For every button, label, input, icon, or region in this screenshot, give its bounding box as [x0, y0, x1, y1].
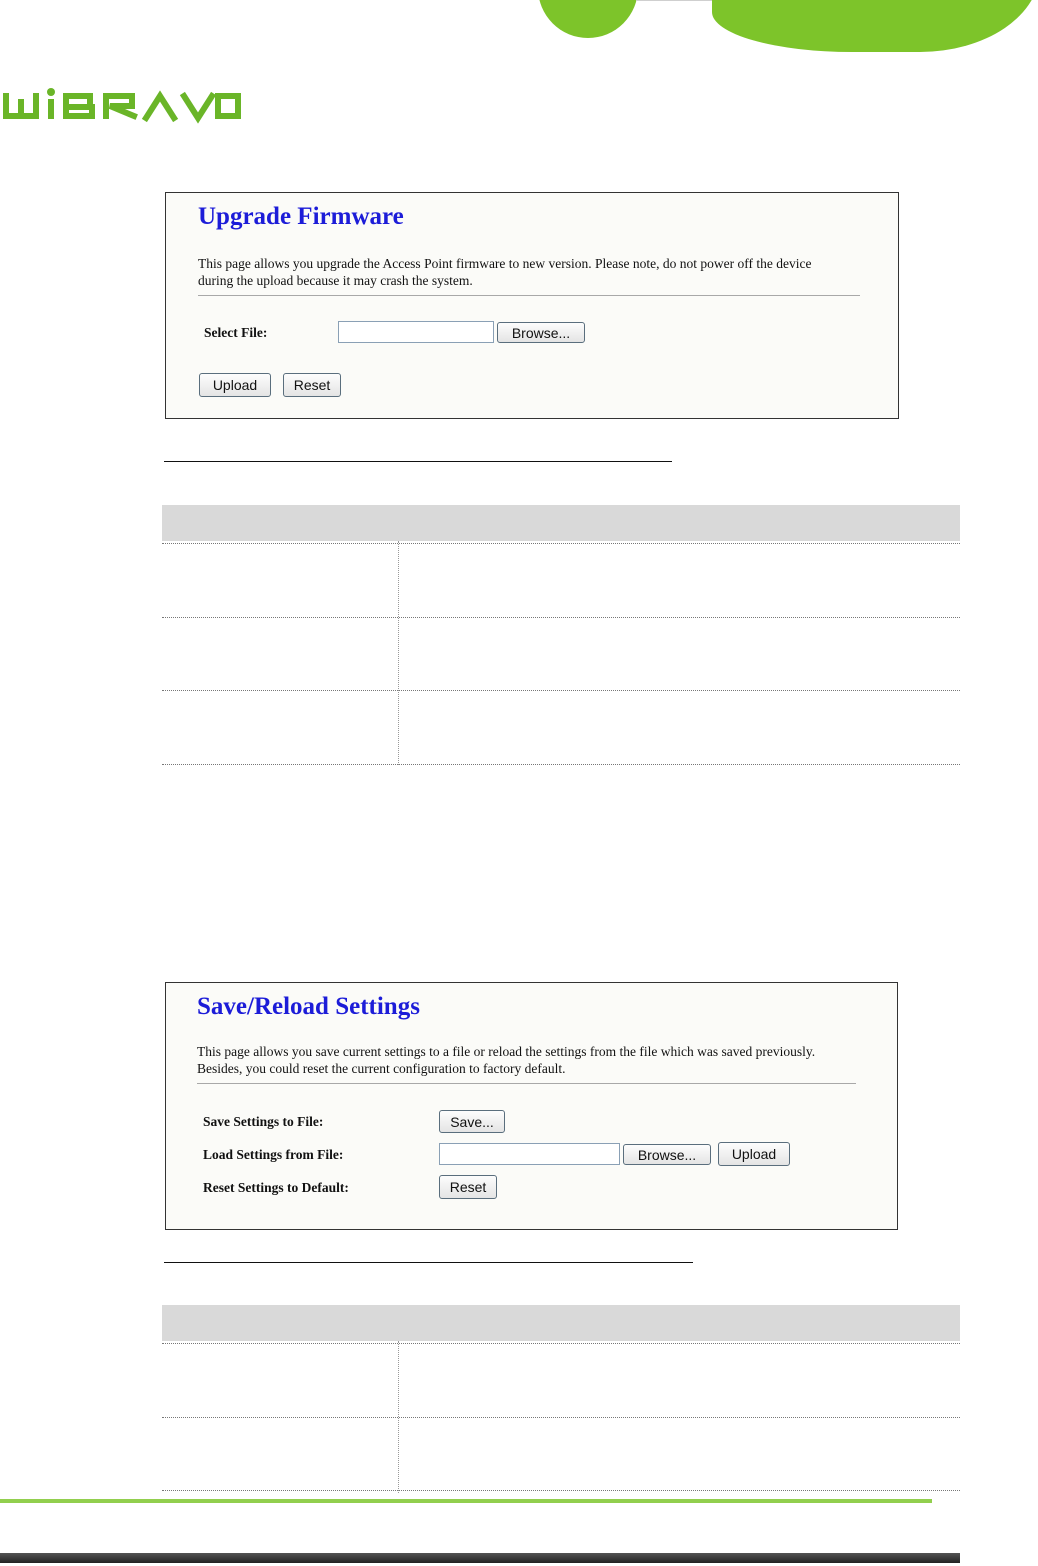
divider: [197, 1083, 856, 1084]
upload-button[interactable]: Upload: [199, 373, 271, 397]
table-row-divider: [162, 617, 960, 618]
footer-dark-bar: [0, 1553, 960, 1563]
file-path-input[interactable]: [338, 321, 494, 343]
table-row-divider: [162, 764, 960, 765]
select-file-label: Select File:: [204, 325, 268, 340]
save-reload-panel: [165, 982, 898, 1230]
figure-caption-underline: [164, 1262, 693, 1263]
table-row-divider: [162, 543, 960, 544]
save-button[interactable]: Save...: [439, 1110, 505, 1133]
wibravo-logo: [2, 84, 242, 130]
footer-green-rule: [0, 1499, 932, 1503]
header-decoration-right: [712, 0, 1038, 52]
table-column-divider: [398, 1341, 399, 1493]
upload-button[interactable]: Upload: [718, 1142, 790, 1166]
settings-file-input[interactable]: [439, 1143, 620, 1165]
page-title: Save/Reload Settings: [197, 993, 420, 1020]
table-row-divider: [162, 1343, 960, 1344]
browse-button[interactable]: Browse...: [623, 1144, 711, 1165]
table-header-row: [162, 1305, 960, 1341]
load-settings-label: Load Settings from File:: [203, 1147, 344, 1162]
page-description: This page allows you save current settings to a file or reload the settings from the file which was saved previously. Besides, you could reset the current configuration to factory default.: [197, 1044, 816, 1076]
page-description: This page allows you upgrade the Access Point firmware to new version. Please note, do not power off the device during the upload because it may crash the system.: [198, 256, 812, 288]
header-decoration-gap: [636, 0, 712, 1]
reset-settings-label: Reset Settings to Default:: [203, 1180, 349, 1195]
table-row-divider: [162, 1417, 960, 1418]
page-title: Upgrade Firmware: [198, 203, 404, 230]
reset-button[interactable]: Reset: [283, 373, 341, 397]
reset-button[interactable]: Reset: [439, 1175, 497, 1199]
save-settings-label: Save Settings to File:: [203, 1114, 324, 1129]
table-header-row: [162, 505, 960, 541]
divider: [198, 295, 860, 296]
table-row-divider: [162, 1490, 960, 1491]
upgrade-firmware-panel: [165, 192, 899, 419]
table-column-divider: [398, 541, 399, 765]
table-row-divider: [162, 690, 960, 691]
header-decoration-left: [538, 0, 638, 38]
figure-caption-underline: [164, 461, 672, 462]
browse-button[interactable]: Browse...: [497, 322, 585, 343]
